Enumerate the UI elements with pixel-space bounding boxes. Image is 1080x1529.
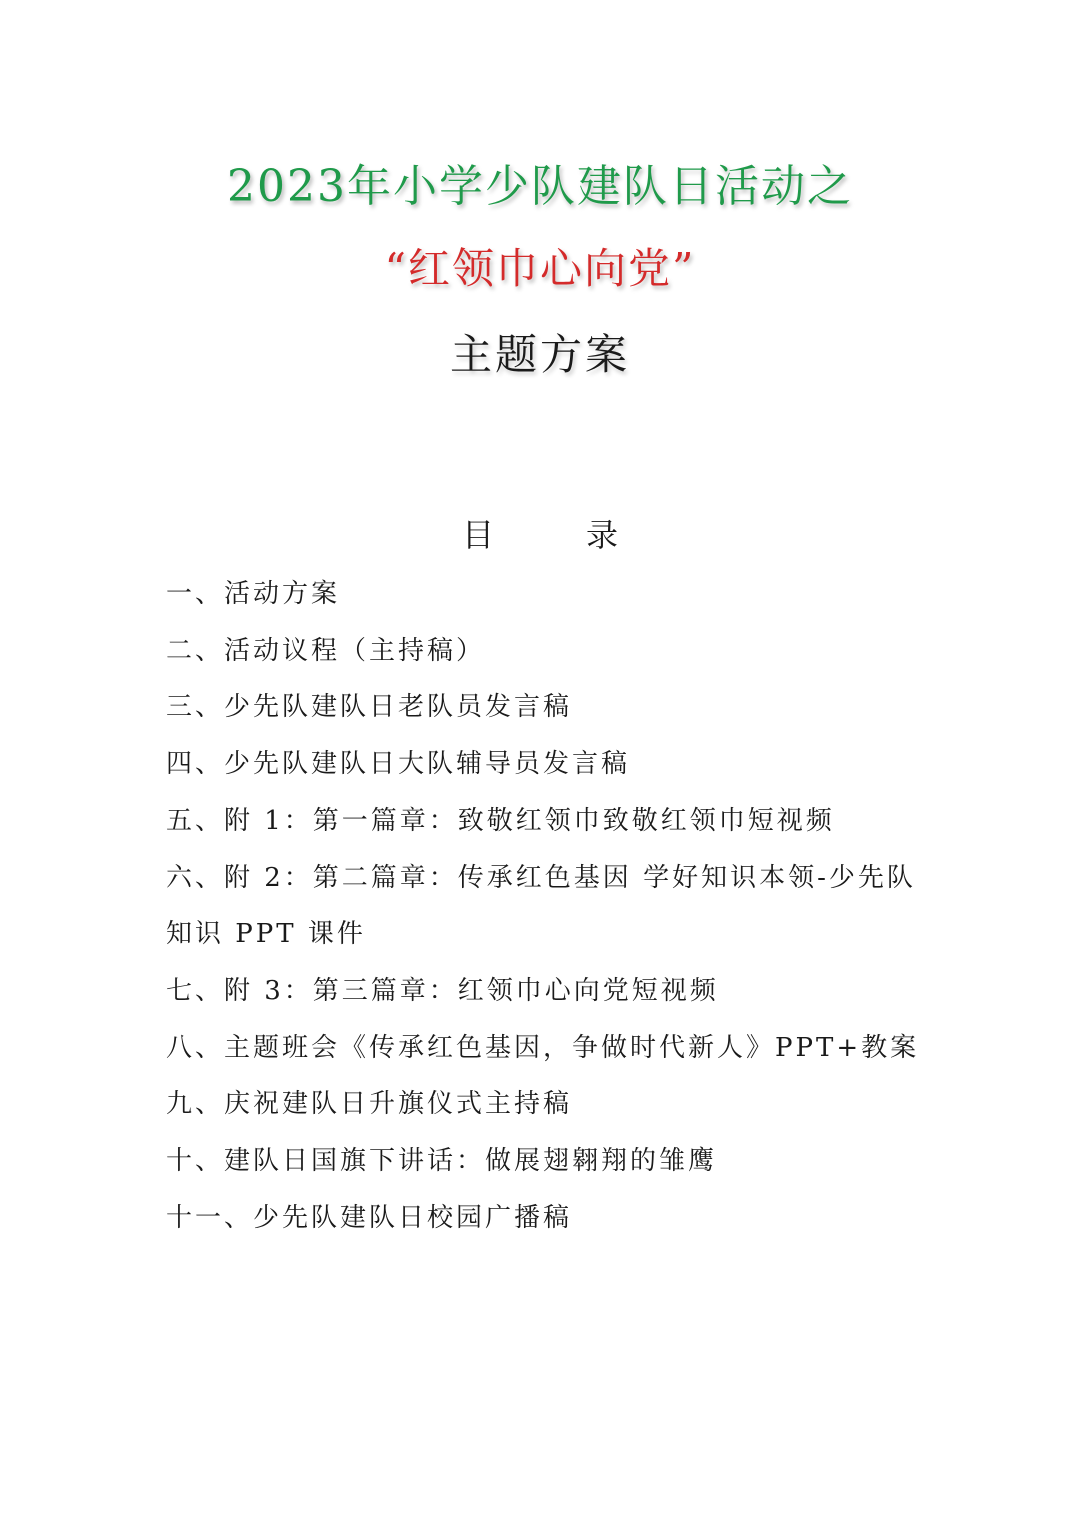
toc-item: 七、附 3：第三篇章：红领巾心向党短视频 xyxy=(166,975,719,1006)
toc-item: 十、建队日国旗下讲话：做展翅翱翔的雏鹰 xyxy=(166,1146,718,1177)
toc-item: 五、附 1：第一篇章：致敬红领巾致敬红领巾短视频 xyxy=(166,805,835,836)
toc-heading xyxy=(0,510,1080,556)
title-line-1: 2023年小学少队建队日活动之 xyxy=(227,161,853,212)
toc-item: 二、活动议程（主持稿） xyxy=(166,635,486,666)
toc-item: 十一、少先队建队日校园广播稿 xyxy=(166,1202,573,1233)
toc-item: 三、少先队建队日老队员发言稿 xyxy=(166,692,573,723)
toc-heading-right: 录 xyxy=(586,516,619,554)
toc-list xyxy=(166,566,936,1246)
toc-item: 知识 PPT 课件 xyxy=(166,919,366,950)
title-line-3: 主题方案 xyxy=(449,330,630,379)
title-line-2: “红领巾心向党” xyxy=(384,244,696,293)
toc-heading-left: 目 xyxy=(461,516,494,554)
toc-item: 八、主题班会《传承红色基因，争做时代新人》PPT+教案 xyxy=(166,1032,920,1063)
toc-item: 六、附 2：第二篇章：传承红色基因 学好知识本领-少先队 xyxy=(166,862,916,893)
toc-item: 九、庆祝建队日升旗仪式主持稿 xyxy=(166,1089,573,1120)
toc-item: 四、少先队建队日大队辅导员发言稿 xyxy=(166,749,631,780)
toc-item: 一、活动方案 xyxy=(166,579,341,609)
